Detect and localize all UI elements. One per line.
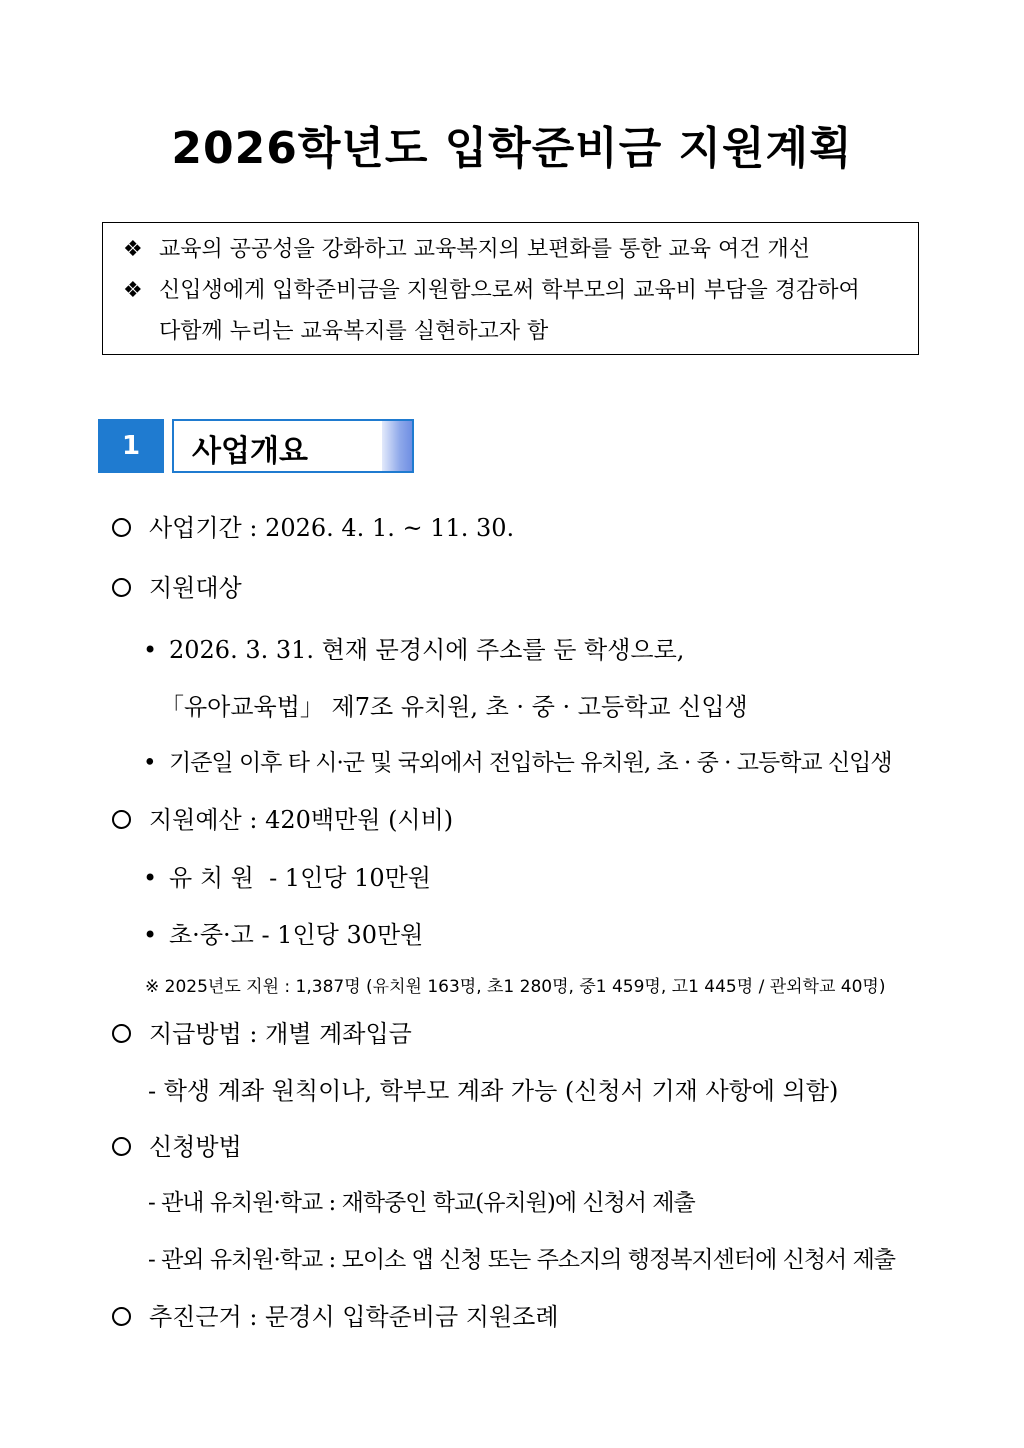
budget-note: ※ 2025년도 지원 : 1,387명 (유치원 163명, 초1 280명, 중1 459명, 고1 445명 / 관외학교 40명) [145,977,886,997]
page-title: 2026학년도 입학준비금 지원계획 [171,123,853,174]
summary-line-2: 신입생에게 입학준비금을 지원함으로써 학부모의 교육비 부담을 경감하여 [159,278,860,303]
section-header-accent [382,421,412,471]
target-bullet-2-text: 기준일 이후 타 시·군 및 국외에서 전입하는 유치원, 초 · 중 · 고등학교 신입생 [169,750,892,776]
circle-bullet-icon [112,810,131,829]
apply-sub-1: - 관내 유치원·학교 : 재학중인 학교(유치원)에 신청서 제출 [148,1190,695,1216]
section-number: 1 [98,419,164,473]
diamond-bullet-icon: ❖ [123,237,143,262]
item-basis-text: 추진근거 : 문경시 입학준비금 지원조례 [149,1303,559,1331]
summary-box [102,222,919,355]
target-bullet-1a-text: 2026. 3. 31. 현재 문경시에 주소를 둔 학생으로, [169,636,685,664]
diamond-bullet-icon: ❖ [123,278,143,303]
item-period-text: 사업기간 : 2026. 4. 1. ~ 11. 30. [149,514,515,542]
target-bullet-1b-text: 「유아교육법」 제7조 유치원, 초 · 중 · 고등학교 신입생 [160,693,748,721]
item-payment-text: 지급방법 : 개별 계좌입금 [149,1020,412,1048]
budget-bullet-2 [143,915,423,950]
item-payment [112,1014,412,1049]
item-apply-text: 신청방법 [149,1133,242,1161]
target-bullet-2 [143,744,892,777]
section-label: 사업개요 [192,434,308,469]
dot-bullet-icon: • [143,864,158,892]
item-period [112,508,514,543]
dot-bullet-icon: • [143,636,158,664]
section-header [172,419,414,473]
item-budget-text: 지원예산 : 420백만원 (시비) [149,806,454,834]
target-bullet-1b [160,687,748,722]
item-budget [112,800,453,835]
circle-bullet-icon [112,1024,131,1043]
target-bullet-1a [143,630,684,665]
item-basis [112,1297,559,1332]
budget-bullet-2-text: 초·중·고 - 1인당 30만원 [169,921,424,949]
circle-bullet-icon [112,1307,131,1326]
dot-bullet-icon: • [143,921,158,949]
item-target-text: 지원대상 [149,574,242,602]
circle-bullet-icon [112,518,131,537]
summary-line-3: 다함께 누리는 교육복지를 실현하고자 함 [159,319,549,344]
payment-sub: - 학생 계좌 원칙이나, 학부모 계좌 가능 (신청서 기재 사항에 의함) [148,1077,839,1105]
apply-sub-2: - 관외 유치원·학교 : 모이소 앱 신청 또는 주소지의 행정복지센터에 신청서 제출 [148,1247,896,1273]
budget-bullet-1 [143,858,431,893]
summary-line-1: 교육의 공공성을 강화하고 교육복지의 보편화를 통한 교육 여건 개선 [159,237,811,262]
circle-bullet-icon [112,578,131,597]
dot-bullet-icon: • [143,750,156,776]
circle-bullet-icon [112,1137,131,1156]
item-target [112,568,242,603]
budget-bullet-1-text: 유 치 원 - 1인당 10만원 [169,864,431,892]
item-apply [112,1127,242,1162]
